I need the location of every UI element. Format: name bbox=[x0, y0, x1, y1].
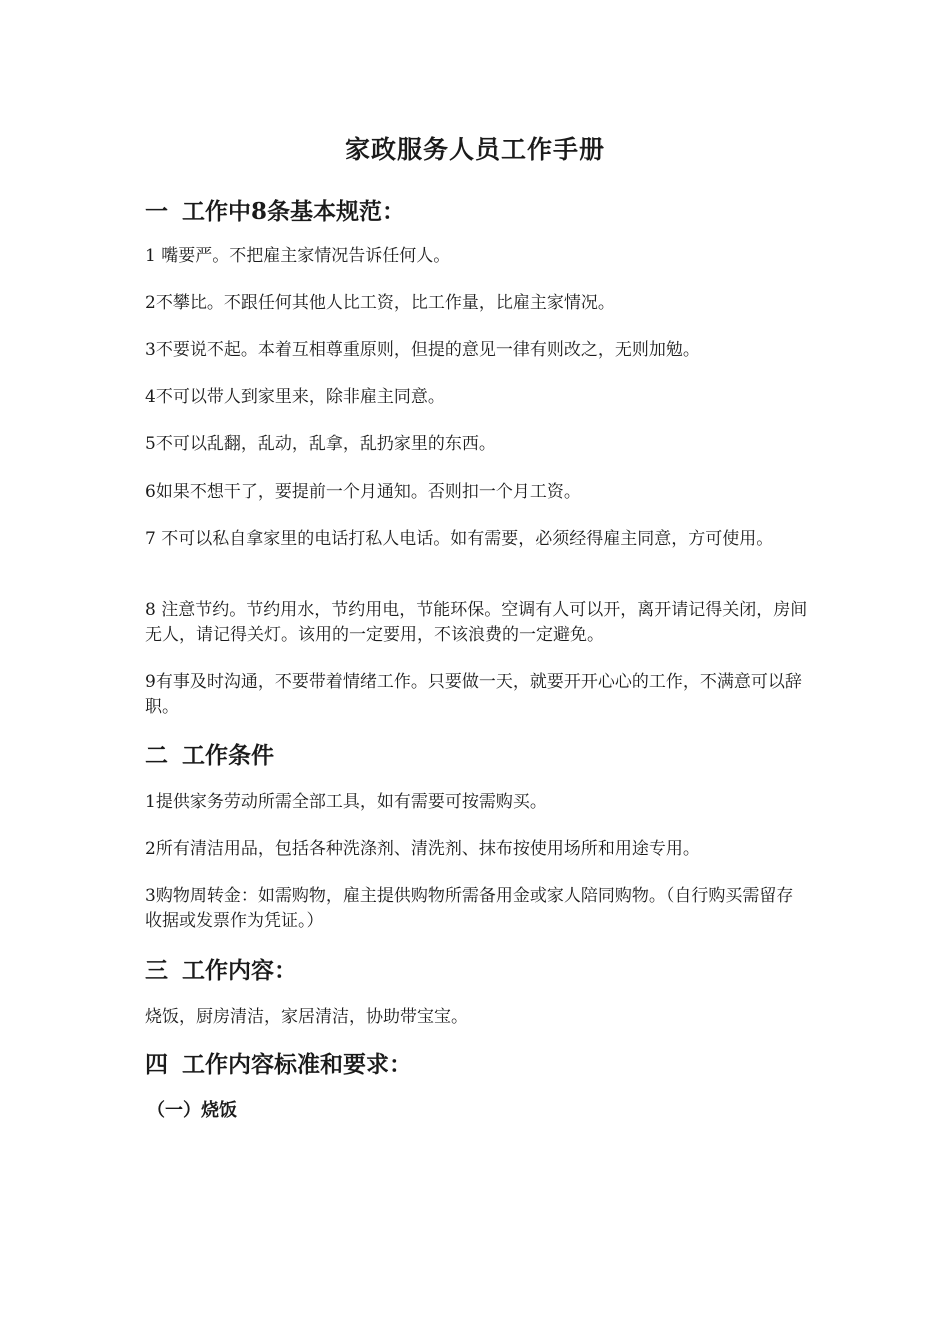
content-item-1: 烧饭，厨房清洁，家居清洁，协助带宝宝。 bbox=[145, 1007, 468, 1027]
rule-item-1: 1 嘴要严。不把雇主家情况告诉任何人。 bbox=[145, 246, 451, 266]
section-title: 工作内容： bbox=[182, 957, 297, 984]
rule-item-7: 7 不可以私自拿家里的电话打私人电话。如有需要，必须经得雇主同意，方可使用。 bbox=[145, 529, 774, 549]
condition-item-2: 2所有清洁用品，包括各种洗涤剂、清洗剂、抹布按使用场所和用途专用。 bbox=[145, 839, 700, 859]
section-number: 三 bbox=[145, 957, 168, 984]
section-heading-3 bbox=[145, 955, 297, 987]
section-heading-4 bbox=[145, 1049, 412, 1081]
section-title: 工作内容标准和要求： bbox=[182, 1051, 412, 1078]
section-heading-2 bbox=[145, 740, 274, 772]
section-title: 工作中8条基本规范： bbox=[182, 198, 406, 225]
rule-item-2: 2不攀比。不跟任何其他人比工资，比工作量，比雇主家情况。 bbox=[145, 293, 615, 313]
section-heading-1 bbox=[145, 196, 405, 228]
section-number: 二 bbox=[145, 742, 168, 769]
rule-item-6: 6如果不想干了，要提前一个月通知。否则扣一个月工资。 bbox=[145, 482, 581, 502]
rule-item-3: 3不要说不起。本着互相尊重原则，但提的意见一律有则改之，无则加勉。 bbox=[145, 340, 700, 360]
rule-item-5: 5不可以乱翻，乱动，乱拿，乱扔家里的东西。 bbox=[145, 434, 496, 454]
rule-item-8: 8 注意节约。节约用水，节约用电，节能环保。空调有人可以开，离开请记得关闭，房间无人，请记得关灯。该用的一定要用，不该浪费的一定避免。 bbox=[145, 600, 808, 645]
section-number: 四 bbox=[145, 1051, 168, 1078]
rule-item-4: 4不可以带人到家里来，除非雇主同意。 bbox=[145, 387, 445, 407]
subsection-heading-cooking: （一）烧饭 bbox=[147, 1100, 237, 1121]
document-title: 家政服务人员工作手册 bbox=[344, 135, 605, 164]
rule-item-9: 9有事及时沟通，不要带着情绪工作。只要做一天，就要开开心心的工作，不满意可以辞职。 bbox=[145, 672, 802, 717]
condition-item-1: 1提供家务劳动所需全部工具，如有需要可按需购买。 bbox=[145, 792, 547, 812]
section-number: 一 bbox=[145, 198, 168, 225]
condition-item-3: 3购物周转金：如需购物，雇主提供购物所需备用金或家人陪同购物。（自行购买需留存收据或发票作为凭证。） bbox=[145, 886, 794, 931]
section-title: 工作条件 bbox=[182, 742, 274, 769]
